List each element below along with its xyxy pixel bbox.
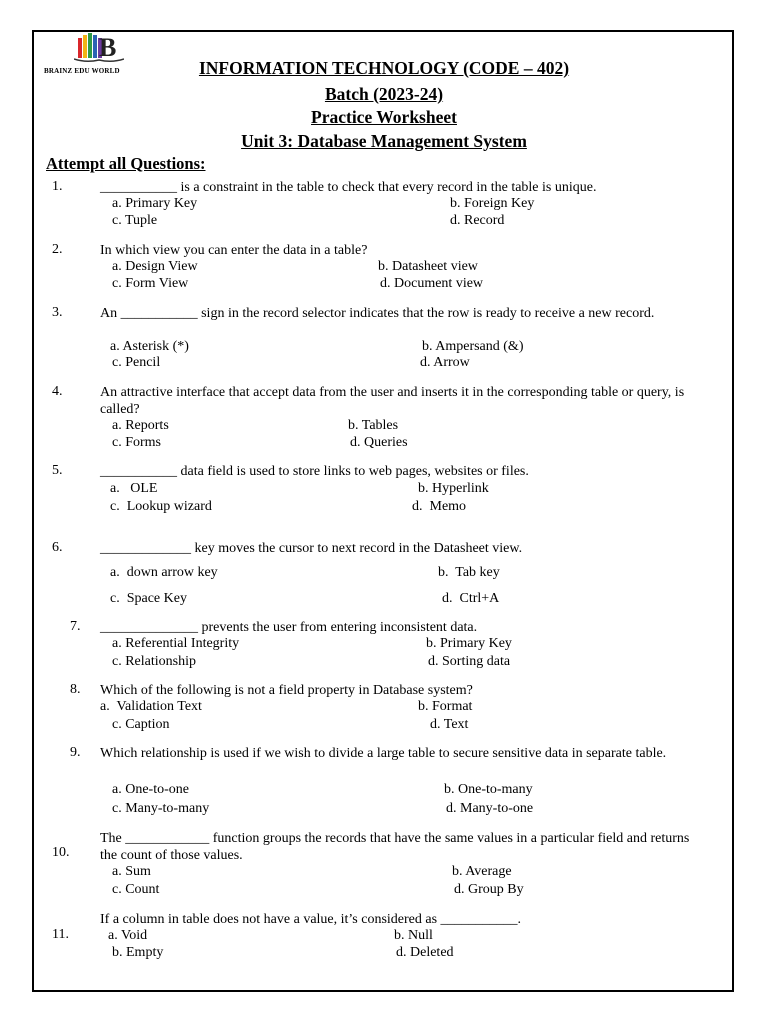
option-d: d. Document view (380, 276, 484, 291)
question-text: ___________ data field is used to store links to web pages, websites or files. (100, 464, 529, 479)
option-d: d. Many-to-one (446, 801, 534, 816)
option-b: b. Average (452, 864, 512, 879)
question-number: 8. (70, 682, 81, 697)
option-b: b. One-to-many (444, 782, 533, 797)
question-number: 3. (52, 305, 63, 320)
question-number: 9. (70, 745, 81, 760)
question-text: _____________ key moves the cursor to next record in the Datasheet view. (100, 541, 523, 556)
unit-title: Unit 3: Database Management System (241, 131, 527, 151)
question-text: Which of the following is not a field property in Database system? (100, 683, 473, 698)
question-text: An attractive interface that accept data from the user and inserts it in the corresponding table or query, is called? (100, 385, 685, 417)
option-a: a. Validation Text (100, 699, 202, 714)
option-d: d. Record (450, 213, 505, 228)
question-number: 11. (52, 927, 69, 942)
option-c: c. Form View (112, 276, 189, 291)
question-text: In which view you can enter the data in a table? (100, 243, 368, 258)
question-text: Which relationship is used if we wish to divide a large table to secure sensitive data in separate table. (100, 746, 667, 761)
option-b: b. Datasheet view (378, 259, 478, 274)
option-b: b. Format (418, 699, 473, 714)
question-number: 7. (70, 619, 81, 634)
option-a: a. Sum (112, 864, 151, 879)
option-a: a. Reports (112, 418, 169, 433)
option-c: b. Empty (112, 945, 164, 960)
instructions-heading: Attempt all Questions: (46, 154, 206, 173)
batch-title: Batch (2023-24) (324, 84, 444, 104)
option-c: c. Tuple (112, 213, 158, 228)
option-a: a. down arrow key (110, 565, 218, 580)
option-b: b. Foreign Key (450, 196, 535, 211)
option-a: a. Design View (112, 259, 198, 274)
option-b: b. Tables (348, 418, 399, 433)
option-d: d. Queries (350, 435, 408, 450)
question-text: The ____________ function groups the records that have the same values in a particular field and returns the count of those values. (100, 831, 690, 863)
option-c: c. Pencil (112, 355, 161, 370)
option-d: d. Memo (412, 499, 467, 514)
option-d: d. Text (430, 717, 469, 732)
option-b: b. Hyperlink (418, 481, 489, 496)
option-b: b. Primary Key (426, 636, 512, 651)
option-c: c. Many-to-many (112, 801, 210, 816)
worksheet-title: Practice Worksheet (311, 107, 457, 127)
question-number: 10. (52, 845, 70, 860)
question-number: 5. (52, 463, 63, 478)
question-number: 4. (52, 384, 63, 399)
option-c: c. Space Key (110, 591, 187, 606)
option-c: c. Forms (112, 435, 161, 450)
option-a: a. Asterisk (*) (110, 339, 189, 354)
option-a: a. Primary Key (112, 196, 198, 211)
option-d: d. Group By (454, 882, 524, 897)
subject-title: INFORMATION TECHNOLOGY (CODE – 402) (198, 58, 570, 78)
option-a: a. OLE (110, 481, 158, 496)
question-text: An ___________ sign in the record selector indicates that the row is ready to receive a new record. (100, 306, 655, 321)
option-c: c. Lookup wizard (110, 499, 212, 514)
option-b: b. Tab key (438, 565, 500, 580)
option-a: a. One-to-one (112, 782, 189, 797)
question-text: If a column in table does not have a value, it’s considered as ___________. (100, 912, 522, 927)
option-b: b. Ampersand (&) (422, 339, 524, 354)
option-d: d. Deleted (396, 945, 454, 960)
option-a: a. Void (108, 928, 148, 943)
question-number: 1. (52, 179, 63, 194)
option-a: a. Referential Integrity (112, 636, 240, 651)
option-c: c. Count (112, 882, 160, 897)
option-d: d. Arrow (420, 355, 470, 370)
question-number: 2. (52, 242, 63, 257)
question-text: ______________ prevents the user from entering inconsistent data. (100, 620, 478, 635)
option-b: b. Null (394, 928, 433, 943)
question-text: ___________ is a constraint in the table to check that every record in the table is unique. (100, 180, 597, 195)
option-c: c. Relationship (112, 654, 196, 669)
question-number: 6. (52, 540, 63, 555)
brand-name: BRAINZ EDU WORLD (44, 67, 120, 75)
option-c: c. Caption (112, 717, 170, 732)
option-d: d. Ctrl+A (442, 591, 500, 606)
option-d: d. Sorting data (428, 654, 511, 669)
logo-letter: B (99, 33, 117, 62)
